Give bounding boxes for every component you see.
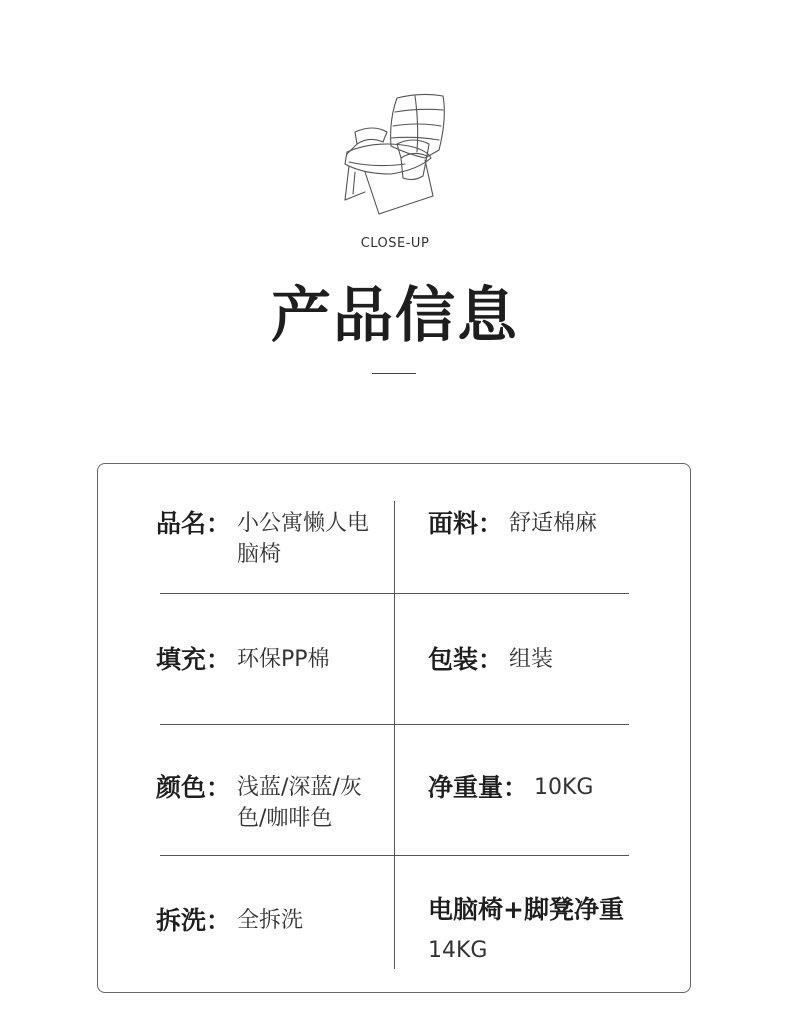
spec-value: 10KG [534,775,594,800]
close-up-caption: CLOSE-UP [360,236,430,251]
spec-combined-weight-label: 电脑椅+脚凳净重 [428,895,624,924]
spec-label: 颜色： [156,773,232,802]
row-divider [160,593,629,594]
row-divider [160,724,629,725]
spec-washable [156,905,303,936]
spec-label: 品名： [156,509,232,538]
spec-combined-weight-value: 14KG [428,938,488,963]
spec-value: 环保PP棉 [237,647,330,672]
spec-value: 小公寓懒人电脑椅 [237,511,370,567]
spec-value: 舒适棉麻 [509,511,598,536]
spec-packaging [428,644,553,675]
spec-label: 拆洗： [156,906,232,935]
spec-value: 浅蓝/深蓝/灰色/咖啡色 [237,775,362,831]
row-divider [160,855,629,856]
column-divider [394,501,395,969]
spec-label: 填充： [156,645,232,674]
spec-product-name [156,508,369,570]
spec-value: 组装 [509,647,554,672]
spec-label: 包装： [428,645,504,674]
spec-net-weight [428,772,593,803]
title-underline [372,373,416,374]
armchair-icon [335,88,455,220]
spec-color [156,772,369,834]
page-title: 产品信息 [271,281,519,351]
spec-label: 净重量： [428,773,529,802]
spec-label: 面料： [428,509,504,538]
spec-fabric [428,508,597,539]
spec-value: 全拆洗 [237,908,304,933]
spec-filling [156,644,330,675]
